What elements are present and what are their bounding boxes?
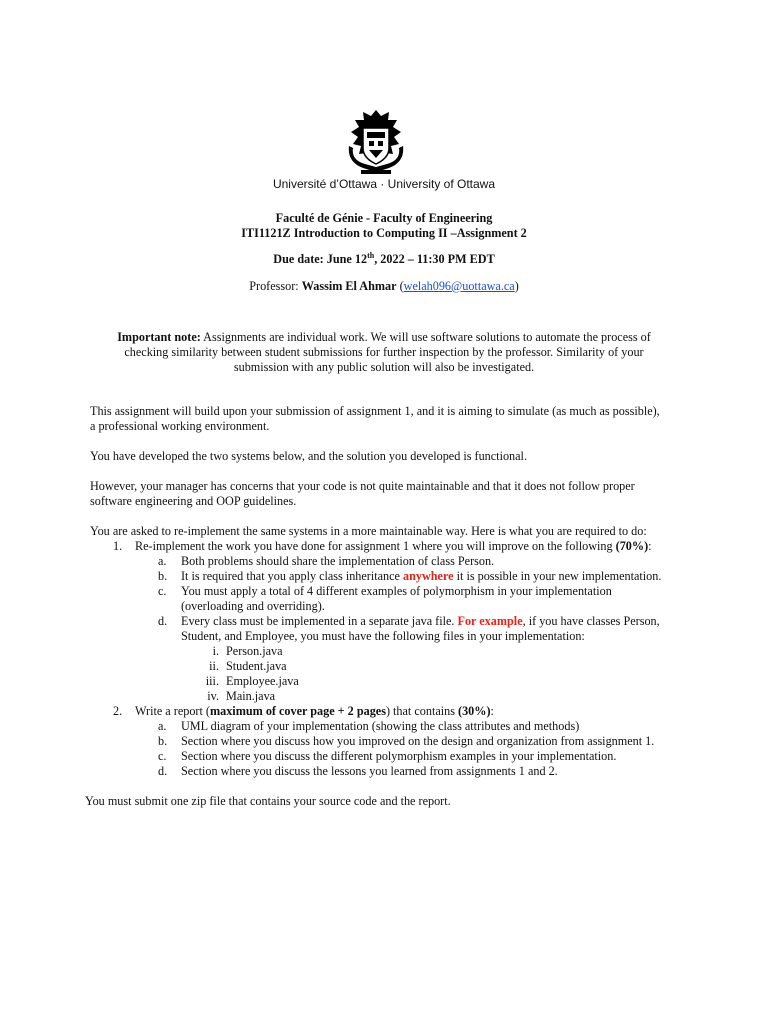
task2-d-marker: d. bbox=[158, 764, 168, 778]
due-date bbox=[0, 252, 768, 267]
intro-line-2: a professional working environment. bbox=[90, 419, 270, 433]
professor-line: Professor: Wassim El Ahmar (welah096@uottawa.ca) bbox=[249, 279, 519, 293]
intro-line-1: This assignment will build upon your submission of assignment 1, and it is aiming to simulate (as much as possible), bbox=[90, 404, 660, 418]
task2-c-marker: c. bbox=[158, 749, 167, 763]
task2-text bbox=[135, 704, 494, 719]
important-note-text-1: Assignments are individual work. We will use software solutions to automate the process of bbox=[200, 330, 651, 344]
task1-c-line-1: You must apply a total of 4 different examples of polymorphism in your implementation bbox=[181, 584, 612, 598]
file-1-marker: i. bbox=[212, 644, 219, 658]
concerns-line-1: However, your manager has concerns that your code is not quite maintainable and that it does not follow proper bbox=[90, 479, 635, 493]
task1-c-marker: c. bbox=[158, 584, 167, 598]
task1-d-pre: Every class must be implemented in a separate java file. bbox=[181, 614, 458, 628]
important-note-line-2: checking similarity between student submissions for further inspection by the professor. Similarity of your bbox=[124, 345, 644, 359]
due-date-prefix: Due date: June 12 bbox=[273, 252, 368, 266]
task1-weight: (70%) bbox=[615, 539, 649, 553]
important-note-label: Important note: bbox=[117, 330, 201, 344]
task1-colon: : bbox=[648, 539, 652, 553]
professor-name: Wassim El Ahmar bbox=[301, 279, 397, 293]
task2-page-limit: maximum of cover page + 2 pages bbox=[209, 704, 386, 718]
due-date-sup: th bbox=[367, 250, 375, 260]
university-name: Université d’Ottawa · University of Ottawa bbox=[272, 177, 496, 191]
task1-b-emphasis: anywhere bbox=[403, 569, 454, 583]
concerns-line-2: software engineering and OOP guidelines. bbox=[90, 494, 297, 508]
professor-email-link[interactable]: welah096@uottawa.ca bbox=[403, 279, 515, 293]
course-title: ITI1121Z Introduction to Computing II –Assignment 2 bbox=[241, 226, 527, 240]
submission-instruction: You must submit one zip file that contains your source code and the report. bbox=[85, 794, 451, 808]
important-note-line-3: submission with any public solution will also be investigated. bbox=[233, 360, 535, 374]
university-crest-logo bbox=[343, 106, 409, 178]
task1-b-post: it is possible in your new implementation. bbox=[453, 569, 662, 583]
due-date-suffix: , 2022 – 11:30 PM EDT bbox=[374, 252, 495, 266]
task1-b-text bbox=[181, 569, 661, 584]
file-4-marker: iv. bbox=[207, 689, 219, 703]
task1-text bbox=[135, 539, 652, 554]
systems-paragraph: You have developed the two systems below, and the solution you developed is functional. bbox=[90, 449, 527, 463]
task2-b-marker: b. bbox=[158, 734, 168, 748]
task1-a-text: Both problems should share the implementation of class Person. bbox=[181, 554, 495, 568]
file-3-marker: iii. bbox=[205, 674, 219, 688]
important-note-line-1 bbox=[0, 330, 768, 345]
task1-c-line-2: (overloading and overriding). bbox=[181, 599, 325, 613]
task2-b-text: Section where you discuss how you improved on the design and organization from assignment 1. bbox=[181, 734, 655, 748]
task2-a-marker: a. bbox=[158, 719, 167, 733]
task1-b-pre: It is required that you apply class inheritance bbox=[181, 569, 404, 583]
task1-b-marker: b. bbox=[158, 569, 168, 583]
file-2-marker: ii. bbox=[209, 659, 219, 673]
task1-number: 1. bbox=[113, 539, 123, 553]
task1-d-line-2: Student, and Employee, you must have the following files in your implementation: bbox=[181, 629, 585, 643]
task1-d-marker: d. bbox=[158, 614, 168, 628]
file-3-name: Employee.java bbox=[226, 674, 299, 688]
file-1-name: Person.java bbox=[226, 644, 283, 658]
task2-colon: : bbox=[490, 704, 494, 718]
requirements-intro: You are asked to re-implement the same systems in a more maintainable way. Here is what you are required to do: bbox=[90, 524, 647, 538]
task1-a-marker: a. bbox=[158, 554, 167, 568]
task2-mid: ) that contains bbox=[385, 704, 459, 718]
faculty-title: Faculté de Génie - Faculty of Engineering bbox=[275, 211, 493, 225]
task1-d-line-1 bbox=[181, 614, 660, 629]
task2-pre: Write a report ( bbox=[135, 704, 210, 718]
task2-number: 2. bbox=[113, 704, 123, 718]
task1-description: Re-implement the work you have done for assignment 1 where you will improve on the following bbox=[135, 539, 616, 553]
task2-c-text: Section where you discuss the different polymorphism examples in your implementation. bbox=[181, 749, 617, 763]
task2-d-text: Section where you discuss the lessons you learned from assignments 1 and 2. bbox=[181, 764, 558, 778]
task1-d-emphasis: For example bbox=[457, 614, 523, 628]
task2-weight: (30%) bbox=[458, 704, 491, 718]
task1-d-post: , if you have classes Person, bbox=[522, 614, 660, 628]
task2-a-text: UML diagram of your implementation (showing the class attributes and methods) bbox=[181, 719, 580, 733]
file-2-name: Student.java bbox=[226, 659, 287, 673]
professor-label: Professor: bbox=[249, 279, 302, 293]
file-4-name: Main.java bbox=[226, 689, 276, 703]
